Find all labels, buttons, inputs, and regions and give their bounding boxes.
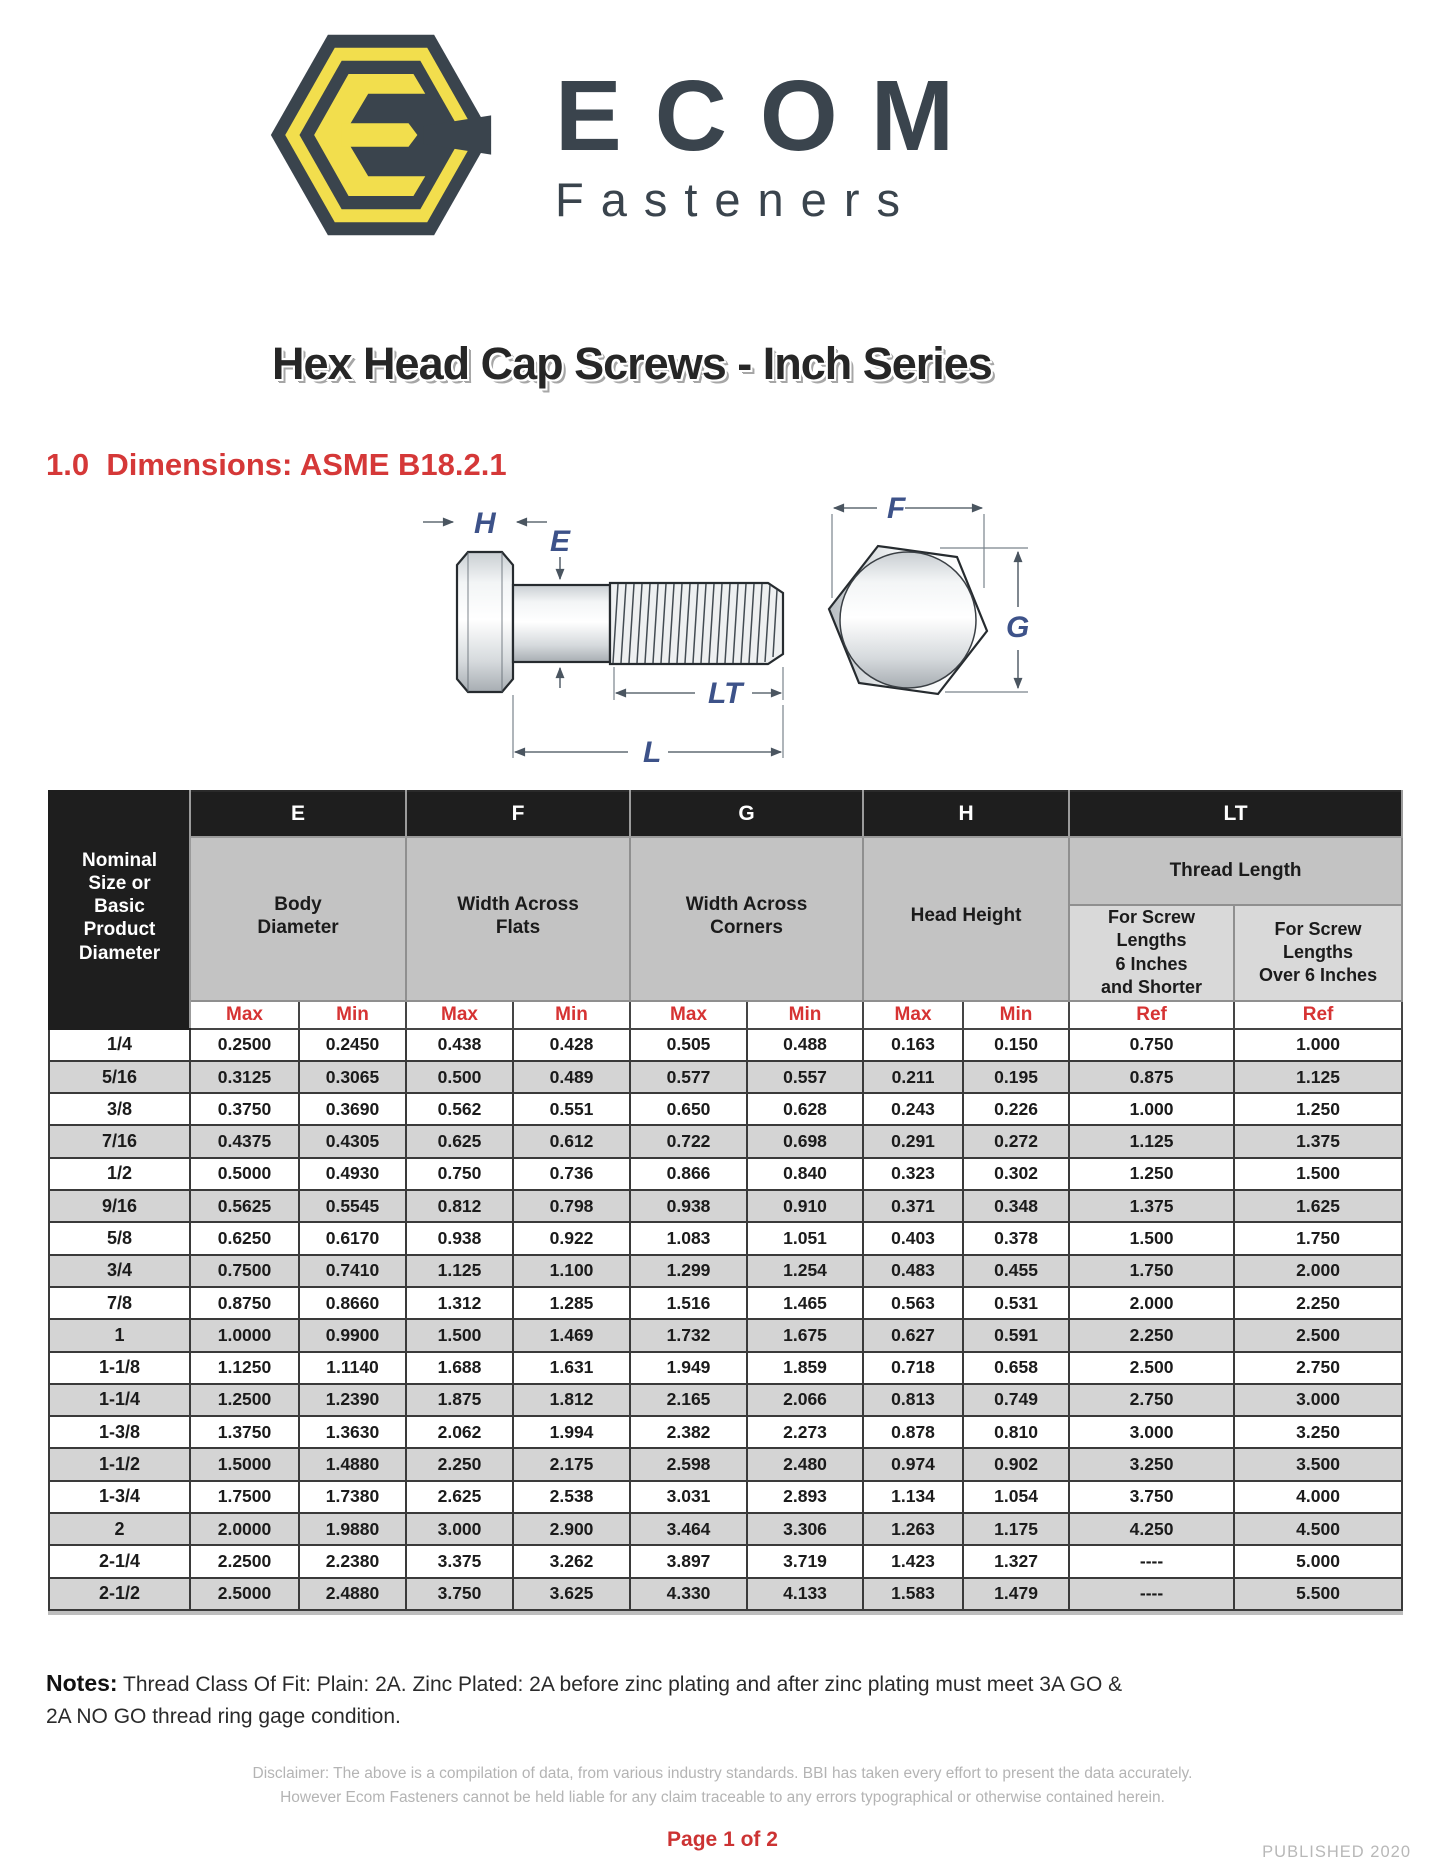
dimension-value: 1.0000	[190, 1319, 299, 1351]
dimension-value: 0.628	[747, 1093, 863, 1125]
dimension-value: 2.900	[513, 1513, 630, 1545]
dimension-value: 1.2390	[299, 1384, 406, 1416]
dimension-value: 0.612	[513, 1125, 630, 1157]
dimension-value: 0.3125	[190, 1061, 299, 1093]
dimension-value: 0.2500	[190, 1029, 299, 1061]
dimension-value: 2.175	[513, 1448, 630, 1480]
table-row	[49, 1125, 1402, 1157]
group-header-LT: LT	[1069, 791, 1402, 837]
dimension-value: 0.211	[863, 1061, 963, 1093]
dimension-value: 2.2380	[299, 1545, 406, 1577]
table-row	[49, 1222, 1402, 1254]
dimension-value: 4.133	[747, 1578, 863, 1610]
dimension-value: 0.938	[406, 1222, 513, 1254]
dimension-value: 1.7500	[190, 1481, 299, 1513]
dimension-value: 1.583	[863, 1578, 963, 1610]
disclaimer	[0, 1762, 1445, 1810]
dimension-value: 0.371	[863, 1190, 963, 1222]
dimension-value: 0.7410	[299, 1255, 406, 1287]
dimension-value: 1.1140	[299, 1352, 406, 1384]
dimension-value: 2.893	[747, 1481, 863, 1513]
dimension-value: 1.125	[1069, 1125, 1234, 1157]
dimension-value: 1.2500	[190, 1384, 299, 1416]
dimension-value: 0.3690	[299, 1093, 406, 1125]
dimension-value: 0.562	[406, 1093, 513, 1125]
dimension-value: 1.875	[406, 1384, 513, 1416]
dimension-value: 0.323	[863, 1158, 963, 1190]
dimension-value: 0.878	[863, 1416, 963, 1448]
dimension-value: 0.4930	[299, 1158, 406, 1190]
dimension-value: 2.000	[1234, 1255, 1402, 1287]
dim-label-f: F	[887, 495, 906, 525]
dimension-value: 0.531	[963, 1287, 1069, 1319]
dimension-value: 0.348	[963, 1190, 1069, 1222]
measure-label: Min	[747, 1001, 863, 1029]
dimension-value: 0.557	[747, 1061, 863, 1093]
ecom-hexagon-logo-icon	[263, 24, 499, 246]
dimension-value: 1.100	[513, 1255, 630, 1287]
dimension-value: 0.6170	[299, 1222, 406, 1254]
dimension-value: 1.3750	[190, 1416, 299, 1448]
dimension-value: 0.551	[513, 1093, 630, 1125]
dimension-value: 2.625	[406, 1481, 513, 1513]
dimension-value: 1.631	[513, 1352, 630, 1384]
notes	[46, 1666, 1126, 1733]
dimension-value: 2.480	[747, 1448, 863, 1480]
bolt-side-view	[457, 552, 783, 692]
group-header-F: F	[406, 791, 630, 837]
dimension-value: 1.254	[747, 1255, 863, 1287]
dimension-value: 4.250	[1069, 1513, 1234, 1545]
dimension-value: 1.465	[747, 1287, 863, 1319]
measure-label: Max	[863, 1001, 963, 1029]
dimension-value: 0.627	[863, 1319, 963, 1351]
dimension-value: 1.500	[406, 1319, 513, 1351]
dimension-value: 3.000	[406, 1513, 513, 1545]
dimension-value: 1.516	[630, 1287, 747, 1319]
dimension-value: 1.083	[630, 1222, 747, 1254]
dimension-H	[423, 507, 547, 540]
dimension-value: 0.658	[963, 1352, 1069, 1384]
dimension-value: 4.500	[1234, 1513, 1402, 1545]
brand-subtitle: Fasteners	[555, 173, 917, 226]
row-size-label: 5/8	[49, 1222, 190, 1254]
dimension-value: 1.3630	[299, 1416, 406, 1448]
table-body	[49, 1029, 1402, 1610]
dim-label-lt: LT	[708, 677, 743, 710]
dimension-value: 0.4305	[299, 1125, 406, 1157]
dimension-value: 1.125	[1234, 1061, 1402, 1093]
dimension-value: 1.479	[963, 1578, 1069, 1610]
dimension-value: 0.866	[630, 1158, 747, 1190]
dimension-value: 0.938	[630, 1190, 747, 1222]
dimension-value: 3.250	[1234, 1416, 1402, 1448]
dimension-value: 1.500	[1069, 1222, 1234, 1254]
row-size-label: 1/2	[49, 1158, 190, 1190]
dimension-value: 1.994	[513, 1416, 630, 1448]
dimension-value: 1.732	[630, 1319, 747, 1351]
group-header-E: E	[190, 791, 406, 837]
dimension-value: 0.438	[406, 1029, 513, 1061]
dimension-value: 1.675	[747, 1319, 863, 1351]
dimension-value: 0.428	[513, 1029, 630, 1061]
dimension-value: 3.897	[630, 1545, 747, 1577]
dimension-value: 1.250	[1069, 1158, 1234, 1190]
dimension-value: 0.489	[513, 1061, 630, 1093]
table-row	[49, 1158, 1402, 1190]
measure-label: Max	[190, 1001, 299, 1029]
dimension-value: 3.500	[1234, 1448, 1402, 1480]
measure-label: Max	[406, 1001, 513, 1029]
dimension-value: 3.250	[1069, 1448, 1234, 1480]
table-row	[49, 1384, 1402, 1416]
dimension-value: 2.4880	[299, 1578, 406, 1610]
dimension-value: ----	[1069, 1578, 1234, 1610]
dimension-value: 2.066	[747, 1384, 863, 1416]
dimension-value: 0.813	[863, 1384, 963, 1416]
dimension-value: 0.577	[630, 1061, 747, 1093]
measure-label: Ref	[1069, 1001, 1234, 1029]
brand-wordmark	[555, 24, 987, 226]
dimension-value: 1.688	[406, 1352, 513, 1384]
dimension-value: 0.5625	[190, 1190, 299, 1222]
disclaimer-text: Disclaimer: The above is a compilation of data, from various industry standards. BBI has taken every effort to present the data accurately. However Ecom Fasteners cannot be held liable for any claim traceable to any errors typographical or otherwise contained herein.	[252, 1765, 1193, 1807]
dim-label-h: H	[474, 507, 496, 540]
dimension-value: 0.455	[963, 1255, 1069, 1287]
dimension-value: 4.330	[630, 1578, 747, 1610]
dim-label-e: E	[550, 525, 571, 558]
row-size-label: 1-3/8	[49, 1416, 190, 1448]
dimension-value: 1.054	[963, 1481, 1069, 1513]
dimension-value: 0.8660	[299, 1287, 406, 1319]
dimension-value: 0.378	[963, 1222, 1069, 1254]
dimension-value: 0.563	[863, 1287, 963, 1319]
dimension-value: 0.736	[513, 1158, 630, 1190]
dimension-value: 0.750	[406, 1158, 513, 1190]
published-label: PUBLISHED 2020	[1262, 1843, 1411, 1861]
dim-label-g: G	[1006, 611, 1030, 644]
dimension-value: 0.302	[963, 1158, 1069, 1190]
dimension-value: 0.9900	[299, 1319, 406, 1351]
document-title: Hex Head Cap Screws - Inch Series	[272, 338, 992, 389]
row-size-label: 3/4	[49, 1255, 190, 1287]
section-heading: 1.0 Dimensions: ASME B18.2.1	[46, 447, 507, 482]
dimension-value: 3.750	[1069, 1481, 1234, 1513]
dimension-value: 0.226	[963, 1093, 1069, 1125]
table-row	[49, 1416, 1402, 1448]
desc-width-across-corners: Width Across Corners	[630, 837, 863, 1001]
dimension-value: ----	[1069, 1545, 1234, 1577]
page-number: Page 1 of 2	[667, 1828, 778, 1851]
table-row	[49, 1287, 1402, 1319]
dimension-LT	[614, 667, 783, 710]
dimension-value: 0.291	[863, 1125, 963, 1157]
table-row	[49, 1578, 1402, 1610]
desc-width-across-flats: Width Across Flats	[406, 837, 630, 1001]
dimension-value: 0.505	[630, 1029, 747, 1061]
row-size-label: 1-3/4	[49, 1481, 190, 1513]
dimension-value: 0.650	[630, 1093, 747, 1125]
dimension-value: 1.500	[1234, 1158, 1402, 1190]
dimension-value: 0.798	[513, 1190, 630, 1222]
dimension-value: 3.306	[747, 1513, 863, 1545]
dimension-value: 0.840	[747, 1158, 863, 1190]
row-size-label: 1	[49, 1319, 190, 1351]
dimension-value: 3.000	[1069, 1416, 1234, 1448]
dimension-value: 0.5000	[190, 1158, 299, 1190]
dimension-value: 1.312	[406, 1287, 513, 1319]
dimension-value: 0.3750	[190, 1093, 299, 1125]
dimension-value: 1.9880	[299, 1513, 406, 1545]
dimension-value: 1.299	[630, 1255, 747, 1287]
dimension-L	[513, 695, 783, 769]
dimension-value: 3.625	[513, 1578, 630, 1610]
table-row	[49, 1093, 1402, 1125]
dimension-value: 1.4880	[299, 1448, 406, 1480]
dimension-value: 0.750	[1069, 1029, 1234, 1061]
dimension-value: 0.902	[963, 1448, 1069, 1480]
dimension-value: 0.500	[406, 1061, 513, 1093]
dimension-value: 3.262	[513, 1545, 630, 1577]
row-size-label: 1-1/4	[49, 1384, 190, 1416]
dimension-value: 0.910	[747, 1190, 863, 1222]
dimension-value: 2.382	[630, 1416, 747, 1448]
group-header-G: G	[630, 791, 863, 837]
bolt-end-view	[829, 546, 987, 694]
table-row	[49, 1029, 1402, 1061]
dimension-value: 1.327	[963, 1545, 1069, 1577]
row-size-label: 1/4	[49, 1029, 190, 1061]
dimension-value: 2.598	[630, 1448, 747, 1480]
group-description-row	[49, 837, 1402, 905]
table-row	[49, 1513, 1402, 1545]
dimension-value: 1.423	[863, 1545, 963, 1577]
dimension-value: 3.464	[630, 1513, 747, 1545]
dimension-value: 0.749	[963, 1384, 1069, 1416]
measure-label: Min	[299, 1001, 406, 1029]
dimension-value: 1.625	[1234, 1190, 1402, 1222]
dimension-value: 0.243	[863, 1093, 963, 1125]
dimension-value: 3.719	[747, 1545, 863, 1577]
row-size-label: 5/16	[49, 1061, 190, 1093]
measure-row	[49, 1001, 1402, 1029]
table-row	[49, 1190, 1402, 1222]
dimension-value: 0.3065	[299, 1061, 406, 1093]
dimension-value: 5.000	[1234, 1545, 1402, 1577]
brand-header	[263, 24, 987, 246]
dimension-value: 1.375	[1234, 1125, 1402, 1157]
measure-label: Ref	[1234, 1001, 1402, 1029]
dimension-value: 2.000	[1069, 1287, 1234, 1319]
subcol-over-6-inches: For Screw Lengths Over 6 Inches	[1234, 905, 1402, 1001]
dimension-value: 0.403	[863, 1222, 963, 1254]
dimension-value: 1.1250	[190, 1352, 299, 1384]
dimension-value: 0.272	[963, 1125, 1069, 1157]
row-size-label: 3/8	[49, 1093, 190, 1125]
dimension-value: 2.2500	[190, 1545, 299, 1577]
row-size-label: 1-1/2	[49, 1448, 190, 1480]
dimension-value: 0.7500	[190, 1255, 299, 1287]
dimension-value: 1.134	[863, 1481, 963, 1513]
dim-label-l: L	[643, 736, 662, 769]
dimension-value: 2.538	[513, 1481, 630, 1513]
dimension-value: 1.175	[963, 1513, 1069, 1545]
dimension-value: 0.810	[963, 1416, 1069, 1448]
dimension-value: 1.285	[513, 1287, 630, 1319]
dimension-value: 1.000	[1069, 1093, 1234, 1125]
dimension-value: 4.000	[1234, 1481, 1402, 1513]
dimension-value: 0.483	[863, 1255, 963, 1287]
dimension-value: 0.812	[406, 1190, 513, 1222]
dimension-value: 2.500	[1234, 1319, 1402, 1351]
notes-label: Notes:	[46, 1670, 118, 1696]
row-size-label: 1-1/8	[49, 1352, 190, 1384]
desc-body-diameter: Body Diameter	[190, 837, 406, 1001]
table-row	[49, 1448, 1402, 1480]
measure-label: Min	[963, 1001, 1069, 1029]
row-size-label: 2-1/2	[49, 1578, 190, 1610]
dimension-value: 0.698	[747, 1125, 863, 1157]
dimension-value: 1.250	[1234, 1093, 1402, 1125]
dimension-value: 3.375	[406, 1545, 513, 1577]
dimension-value: 0.722	[630, 1125, 747, 1157]
corner-header: Nominal Size or Basic Product Diameter	[49, 791, 190, 1029]
dimension-value: 0.488	[747, 1029, 863, 1061]
dimension-value: 2.0000	[190, 1513, 299, 1545]
notes-text: Thread Class Of Fit: Plain: 2A. Zinc Plated: 2A before zinc plating and after zinc plating must meet 3A GO & 2A NO GO thread ring gage condition.	[46, 1673, 1123, 1728]
dimension-value: 2.750	[1069, 1384, 1234, 1416]
dimension-value: 3.031	[630, 1481, 747, 1513]
dimension-value: 0.625	[406, 1125, 513, 1157]
bolt-dimension-diagram	[400, 495, 1060, 780]
dimension-value: 0.591	[963, 1319, 1069, 1351]
table-row	[49, 1061, 1402, 1093]
group-letter-row	[49, 791, 1402, 837]
measure-label: Min	[513, 1001, 630, 1029]
group-header-H: H	[863, 791, 1069, 837]
dimension-value: 0.5545	[299, 1190, 406, 1222]
dimension-value: 1.750	[1234, 1222, 1402, 1254]
desc-head-height: Head Height	[863, 837, 1069, 1001]
dimension-value: 0.974	[863, 1448, 963, 1480]
dimension-value: 1.000	[1234, 1029, 1402, 1061]
dimensions-table	[48, 790, 1403, 1611]
table-row	[49, 1255, 1402, 1287]
dimension-value: 2.062	[406, 1416, 513, 1448]
table-row	[49, 1481, 1402, 1513]
dimension-value: 0.4375	[190, 1125, 299, 1157]
dimension-value: 2.165	[630, 1384, 747, 1416]
dimension-value: 2.273	[747, 1416, 863, 1448]
dimension-value: 1.949	[630, 1352, 747, 1384]
dimension-value: 0.163	[863, 1029, 963, 1061]
dimension-value: 0.875	[1069, 1061, 1234, 1093]
row-size-label: 9/16	[49, 1190, 190, 1222]
row-size-label: 2-1/4	[49, 1545, 190, 1577]
table-row	[49, 1319, 1402, 1351]
dimension-value: 1.5000	[190, 1448, 299, 1480]
dimension-value: 2.750	[1234, 1352, 1402, 1384]
subcol-6-inches-and-shorter: For Screw Lengths 6 Inches and Shorter	[1069, 905, 1234, 1001]
row-size-label: 7/8	[49, 1287, 190, 1319]
measure-label: Max	[630, 1001, 747, 1029]
dimension-value: 0.718	[863, 1352, 963, 1384]
dimension-value: 3.000	[1234, 1384, 1402, 1416]
table-row	[49, 1545, 1402, 1577]
dimension-value: 1.125	[406, 1255, 513, 1287]
dimension-value: 3.750	[406, 1578, 513, 1610]
dimension-value: 1.469	[513, 1319, 630, 1351]
table-row	[49, 1352, 1402, 1384]
dimension-value: 1.263	[863, 1513, 963, 1545]
row-size-label: 2	[49, 1513, 190, 1545]
dimension-value: 0.922	[513, 1222, 630, 1254]
dimension-value: 1.812	[513, 1384, 630, 1416]
dimension-value: 1.051	[747, 1222, 863, 1254]
dimension-value: 0.2450	[299, 1029, 406, 1061]
brand-name: ECOM	[555, 60, 987, 172]
dimension-value: 2.250	[1234, 1287, 1402, 1319]
dimension-value: 1.859	[747, 1352, 863, 1384]
row-size-label: 7/16	[49, 1125, 190, 1157]
dimension-value: 2.250	[406, 1448, 513, 1480]
dimension-value: 1.750	[1069, 1255, 1234, 1287]
dimension-value: 0.6250	[190, 1222, 299, 1254]
dimension-value: 0.150	[963, 1029, 1069, 1061]
dimension-value: 5.500	[1234, 1578, 1402, 1610]
dimension-value: 2.5000	[190, 1578, 299, 1610]
dimension-value: 0.195	[963, 1061, 1069, 1093]
dimension-value: 2.250	[1069, 1319, 1234, 1351]
dimension-value: 2.500	[1069, 1352, 1234, 1384]
dimension-value: 1.7380	[299, 1481, 406, 1513]
dimension-value: 1.375	[1069, 1190, 1234, 1222]
dimension-value: 0.8750	[190, 1287, 299, 1319]
desc-thread-length: Thread Length	[1069, 837, 1402, 905]
